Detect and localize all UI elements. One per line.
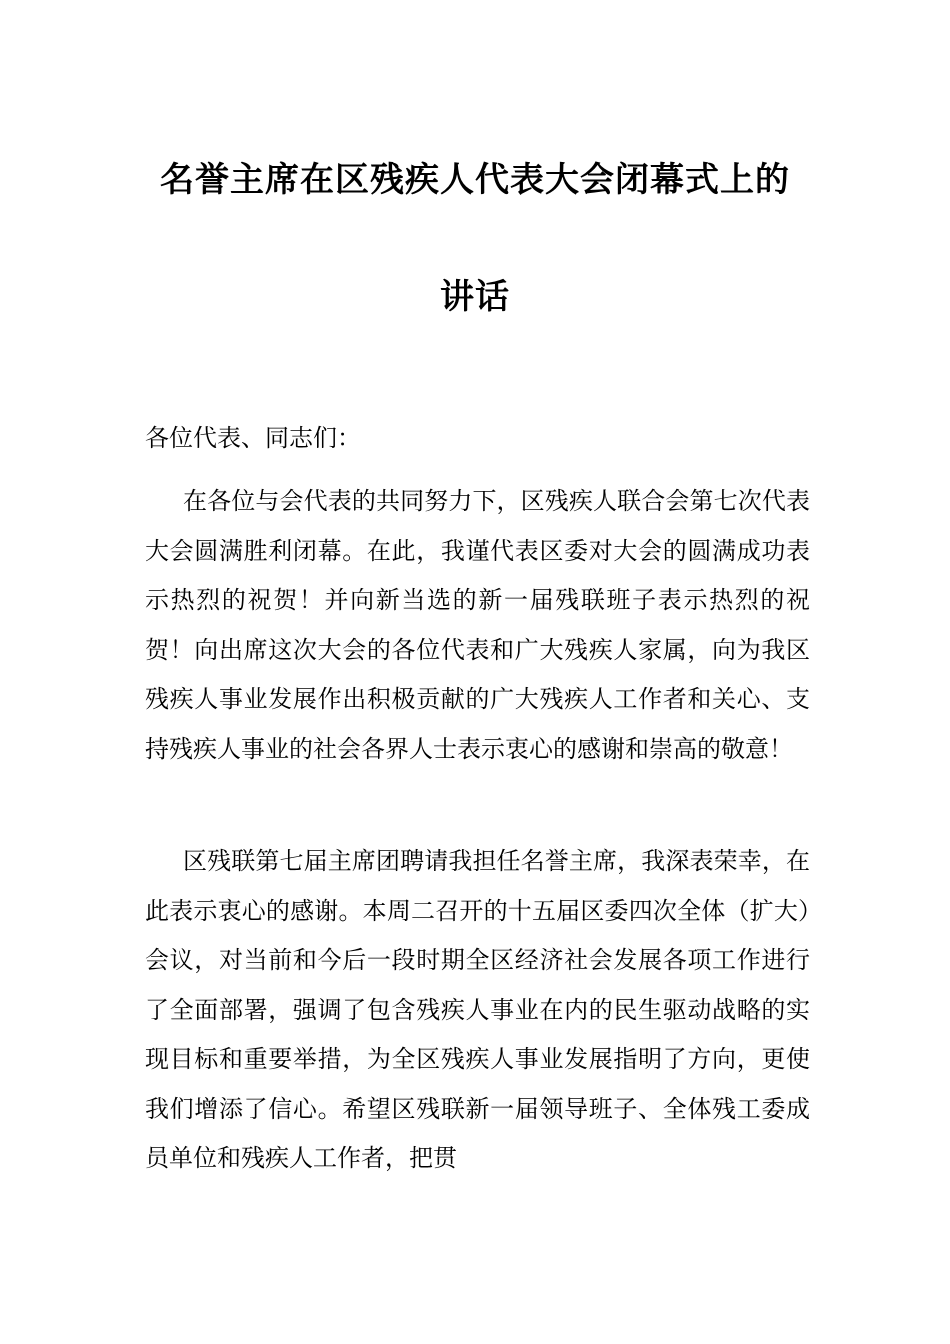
document-title-line-1: 名誉主席在区残疾人代表大会闭幕式上的 bbox=[160, 160, 790, 200]
document-title-line-2: 讲话 bbox=[440, 277, 510, 317]
paragraph-2: 区残联第七届主席团聘请我担任名誉主席，我深表荣幸，在此表示衷心的感谢。本周二召开的十五届区委四次全体（扩大）会议，对当前和今后一段时期全区经济社会发展各项工作进行了全面部署，强调了包含残疾人事业在内的民生驱动战略的实现目标和重要举措，为全区残疾人事业发展指明了方向，更使我们增添了信心。希望区残联新一届领导班子、全体残工委成员单位和残疾人工作者，把贯 bbox=[145, 847, 810, 1172]
salutation: 各位代表、同志们： bbox=[145, 424, 361, 452]
paragraph-1: 在各位与会代表的共同努力下，区残疾人联合会第七次代表大会圆满胜利闭幕。在此，我谨代表区委对大会的圆满成功表示热烈的祝贺！并向新当选的新一届残联班子表示热烈的祝贺！向出席这次大会的各位代表和广大残疾人家属，向为我区残疾人事业发展作出积极贡献的广大残疾人工作者和关心、支持残疾人事业的社会各界人士表示衷心的感谢和崇高的敬意！ bbox=[145, 487, 810, 763]
